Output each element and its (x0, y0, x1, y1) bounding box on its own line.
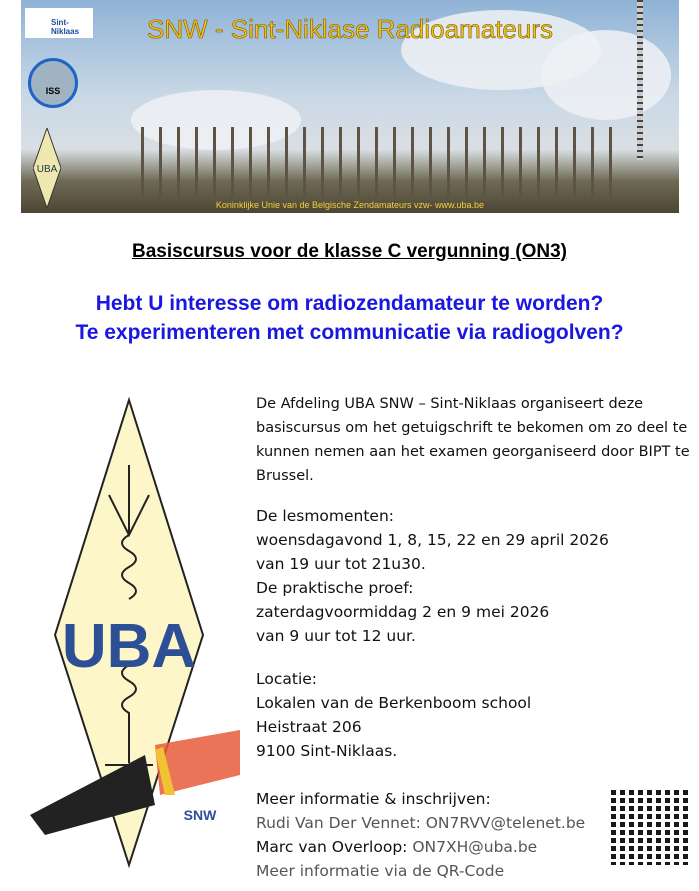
course-title: Basiscursus voor de klasse C vergunning (ON3) (131, 241, 568, 262)
location-line: Heistraat 206 (256, 718, 362, 736)
banner-footer: Koninklijke Unie van de Belgische Zendamateurs vzw- www.uba.be (215, 200, 485, 210)
headline-question-2: Te experimenteren met communicatie via radiogolven? (75, 321, 624, 344)
svg-text:UBA: UBA (36, 164, 58, 175)
banner-title: SNW - Sint-Niklase Radioamateurs (146, 14, 553, 44)
header-banner (21, 0, 679, 213)
intro-line: De Afdeling UBA SNW – Sint-Niklaas organiseert deze (256, 396, 644, 412)
uba-snw-logo (25, 395, 245, 875)
location (256, 667, 531, 763)
intro-line: Brussel. (256, 468, 314, 484)
qr-code[interactable] (611, 787, 689, 865)
location-line: Lokalen van de Berkenboom school (256, 694, 532, 712)
contact-marc-label: Marc van Overloop: (256, 838, 413, 856)
intro-paragraph (256, 392, 690, 488)
ariss-logo: ISS (28, 58, 78, 108)
sint-niklaas-logo: Sint-Niklaas (25, 8, 93, 38)
qr-note: Meer informatie via de QR-Code (256, 862, 505, 880)
location-line: Locatie: (256, 670, 318, 688)
uba-small-logo (33, 128, 61, 208)
contact (256, 787, 585, 883)
schedule-line: van 9 uur tot 12 uur. (256, 627, 416, 645)
intro-line: kunnen nemen aan het examen georganiseerd door BIPT te (256, 444, 690, 460)
uba-logo-text: UBA (61, 612, 197, 681)
schedule (256, 504, 609, 648)
contact-marc-email[interactable]: ON7XH@uba.be (412, 838, 538, 856)
contact-heading: Meer informatie & inschrijven: (256, 790, 491, 808)
intro-line: basiscursus om het getuigschrift te bekomen om zo deel te (256, 420, 688, 436)
schedule-line: zaterdagvoormiddag 2 en 9 mei 2026 (256, 603, 550, 621)
snw-logo-text: SNW (183, 807, 217, 823)
schedule-line: De praktische proef: (256, 579, 414, 597)
schedule-line: van 19 uur tot 21u30. (256, 555, 426, 573)
location-line: 9100 Sint-Niklaas. (256, 742, 398, 760)
schedule-line: woensdagavond 1, 8, 15, 22 en 29 april 2026 (256, 531, 609, 549)
schedule-line: De lesmomenten: (256, 507, 395, 525)
trees-image (141, 127, 619, 197)
contact-rudi-email[interactable]: Rudi Van Der Vennet: ON7RVV@telenet.be (256, 814, 586, 832)
headline-question-1: Hebt U interesse om radiozendamateur te worden? (95, 292, 604, 315)
